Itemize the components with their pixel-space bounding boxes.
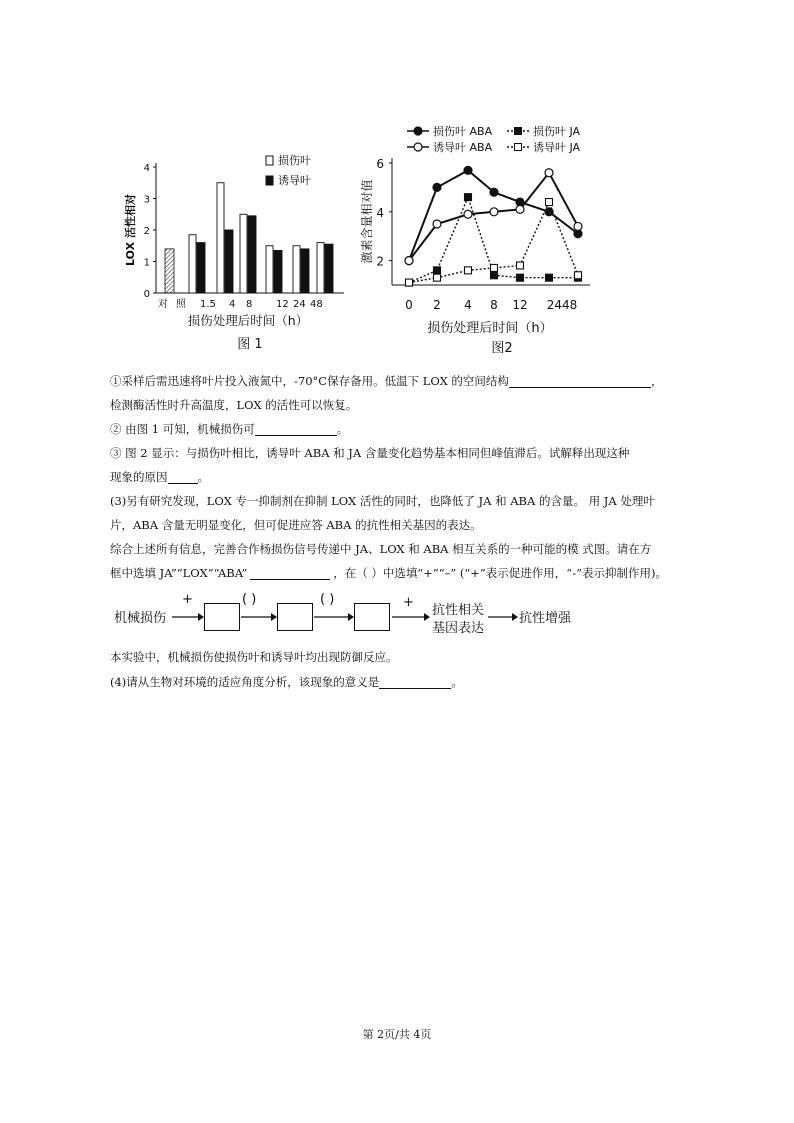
paragraph-2: 检测酶活性时升高温度，LOX 的活性可以恢复。	[110, 398, 358, 412]
flow-box-2[interactable]	[277, 603, 313, 631]
fig2-ylabel: 激素含量相对值	[360, 179, 374, 264]
flow-arrow-5	[488, 612, 518, 622]
fig2-point	[434, 267, 441, 274]
fig1-bar-injured	[240, 214, 247, 293]
paragraph-10: 本实验中，机械损伤使损伤叶和诱导叶均出现防御反应。	[110, 650, 398, 664]
fig1-bar-injured	[293, 246, 300, 293]
paragraph-5	[110, 470, 209, 484]
fig1-bar-induced	[248, 216, 256, 293]
fig2-point	[574, 222, 582, 230]
answer-blank-3[interactable]	[168, 471, 198, 484]
p3-text: ② 由图 1 可知，机械损伤可	[110, 422, 255, 436]
fig2-point	[546, 199, 553, 206]
fig1-xtick-label: 对	[158, 299, 168, 310]
p5-end: 。	[197, 470, 209, 484]
paragraph-8: 综合上述所有信息，完善合作杨损伤信号传递中 JA、LOX 和 ABA 相互关系的一种可能的模 式图。请在方	[110, 542, 652, 556]
flow-arrow-2	[241, 612, 277, 622]
fig2-legend-label: 损伤叶 ABA	[433, 125, 493, 138]
fig1-bar-injured	[217, 183, 224, 293]
paragraph-9	[110, 566, 667, 580]
fig1-bar-induced	[225, 230, 233, 293]
fig1-xtick-label: 照	[176, 299, 186, 310]
fig2-xtick-label: 4	[464, 298, 472, 312]
fig1-legend-injured-swatch	[266, 156, 273, 165]
fig2-point	[465, 267, 472, 274]
fig2-legend-marker	[414, 127, 422, 135]
fig1-ytick-label: 3	[143, 194, 150, 206]
answer-blank-1[interactable]	[509, 375, 651, 388]
p5-text: 现象的原因	[110, 470, 168, 484]
paragraph-4: ③ 图 2 显示：与损伤叶相比，诱导叶 ABA 和 JA 含量变化趋势基本相同但峰值滞后。试解释出现这种	[110, 446, 630, 460]
fig1-caption: 图 1	[237, 337, 263, 352]
fig2-xtick-label: 0	[405, 298, 413, 312]
fig1-bar-injured	[189, 235, 196, 293]
fig2-point	[406, 279, 413, 286]
flow-arrow-1	[172, 612, 204, 622]
fig2-point	[517, 274, 524, 281]
fig2-legend-label: 诱导叶 JA	[533, 141, 581, 154]
signal-flowchart	[114, 592, 594, 642]
fig2-legend-label: 损伤叶 JA	[533, 125, 581, 138]
fig1-bar-injured	[266, 246, 273, 293]
flow-plus-2: +	[403, 595, 414, 610]
fig1-xtick-label: 48	[310, 299, 323, 310]
fig2-point	[434, 274, 441, 281]
p3-end: 。	[336, 422, 349, 436]
figure1-chart	[118, 145, 358, 355]
fig1-xlabel: 损伤处理后时间（h）	[187, 313, 309, 328]
flow-paren-2[interactable]: ( )	[320, 592, 335, 607]
fig2-point	[545, 169, 553, 177]
fig2-point	[490, 188, 498, 196]
fig2-point	[517, 262, 524, 269]
fig1-ytick-label: 2	[143, 226, 150, 237]
answer-blank-5[interactable]	[379, 676, 451, 689]
fig2-legend-label: 诱导叶 ABA	[433, 141, 493, 154]
fig2-point	[490, 208, 498, 216]
p11-text: (4)请从生物对环境的适应角度分析，该现象的意义是	[110, 675, 380, 689]
fig2-point	[464, 210, 472, 218]
flow-plus-1: +	[182, 592, 193, 607]
fig1-bar-control	[165, 249, 174, 293]
fig1-legend-induced-swatch	[266, 176, 273, 185]
fig2-point	[546, 274, 553, 281]
paragraph-3	[110, 422, 348, 436]
fig1-xtick-label: 4	[229, 299, 236, 310]
fig2-xtick-label: 2448	[546, 298, 578, 312]
flow-box-3[interactable]	[354, 603, 390, 631]
fig2-point	[491, 272, 498, 279]
answer-blank-2[interactable]	[255, 423, 337, 436]
fig2-point	[516, 205, 524, 213]
fig1-ytick-label: 1	[143, 257, 150, 269]
flow-arrow-3	[314, 612, 354, 622]
flow-gene-line2: 基因表达	[432, 621, 485, 636]
fig1-bar-induced	[274, 250, 282, 293]
flow-arrow-4	[392, 612, 430, 622]
fig2-point	[575, 272, 582, 279]
flow-start: 机械损伤	[114, 611, 167, 626]
answer-blank-4[interactable]	[250, 567, 330, 580]
page-footer: 第 2页/共 4页	[362, 1028, 432, 1041]
fig2-ytick-label: 4	[376, 205, 384, 220]
fig2-xlabel: 损伤处理后时间（h）	[427, 321, 553, 336]
fig1-legend-induced-label: 诱导叶	[278, 174, 311, 187]
p9-end: ，在（ ）中选填“+”“–” (“+”表示促进作用，“-”表示抑制作用)。	[333, 566, 667, 580]
fig2-xtick-label: 8	[490, 298, 498, 312]
flow-box-1[interactable]	[204, 603, 240, 631]
paragraph-7: 片，ABA 含量无明显变化，但可促进应答 ABA 的抗性相关基因的表达。	[110, 518, 482, 532]
fig2-ytick-label: 6	[376, 157, 384, 171]
p1-text: ①采样后需迅速将叶片投入液氮中，-70°C保存备用。低温下 LOX 的空间结构	[110, 374, 509, 388]
fig1-ytick-label: 0	[143, 289, 150, 300]
fig1-bar-induced	[325, 244, 333, 293]
fig2-xtick-label: 2	[433, 298, 441, 312]
fig2-legend-marker	[515, 128, 522, 135]
fig1-xtick-label: 1.5	[200, 299, 216, 310]
p9-text: 框中选填 JA”“LOX”“ABA”	[110, 566, 248, 580]
fig2-point	[433, 183, 441, 191]
flow-end: 抗性增强	[519, 611, 572, 626]
flow-gene-line1: 抗性相关	[432, 603, 485, 618]
figure2-chart	[355, 118, 605, 363]
fig2-point	[433, 220, 441, 228]
fig1-bar-induced	[301, 249, 309, 293]
fig2-caption: 图2	[491, 341, 513, 356]
paragraph-6: (3)另有研究发现，LOX 专一抑制剂在抑制 LOX 活性的同时，也降低了 JA 和 ABA 的含量。 用 JA 处理叶	[110, 494, 655, 508]
fig1-xtick-label: 8	[246, 299, 253, 310]
p1-end: ，	[650, 374, 663, 388]
fig2-ytick-label: 2	[376, 254, 384, 269]
fig2-point	[465, 194, 472, 201]
fig2-xtick-label: 12	[512, 298, 528, 312]
fig1-xtick-label: 24	[293, 299, 306, 310]
paragraph-11	[110, 675, 463, 689]
paragraph-1	[110, 374, 662, 388]
fig2-legend-marker	[515, 144, 522, 151]
p11-end: 。	[451, 675, 463, 689]
fig1-ylabel: LOX 活性相对	[124, 194, 137, 266]
fig1-xtick-label: 12	[276, 299, 289, 310]
flow-paren-1[interactable]: ( )	[242, 592, 257, 607]
fig2-legend-marker	[414, 143, 422, 151]
fig1-bar-injured	[317, 243, 324, 293]
fig1-bar-induced	[197, 243, 205, 293]
fig2-point	[405, 257, 413, 265]
fig1-legend-injured-label: 损伤叶	[278, 154, 311, 167]
fig2-point	[464, 166, 472, 174]
fig2-point	[491, 264, 498, 271]
fig1-ytick-label: 4	[143, 163, 150, 174]
